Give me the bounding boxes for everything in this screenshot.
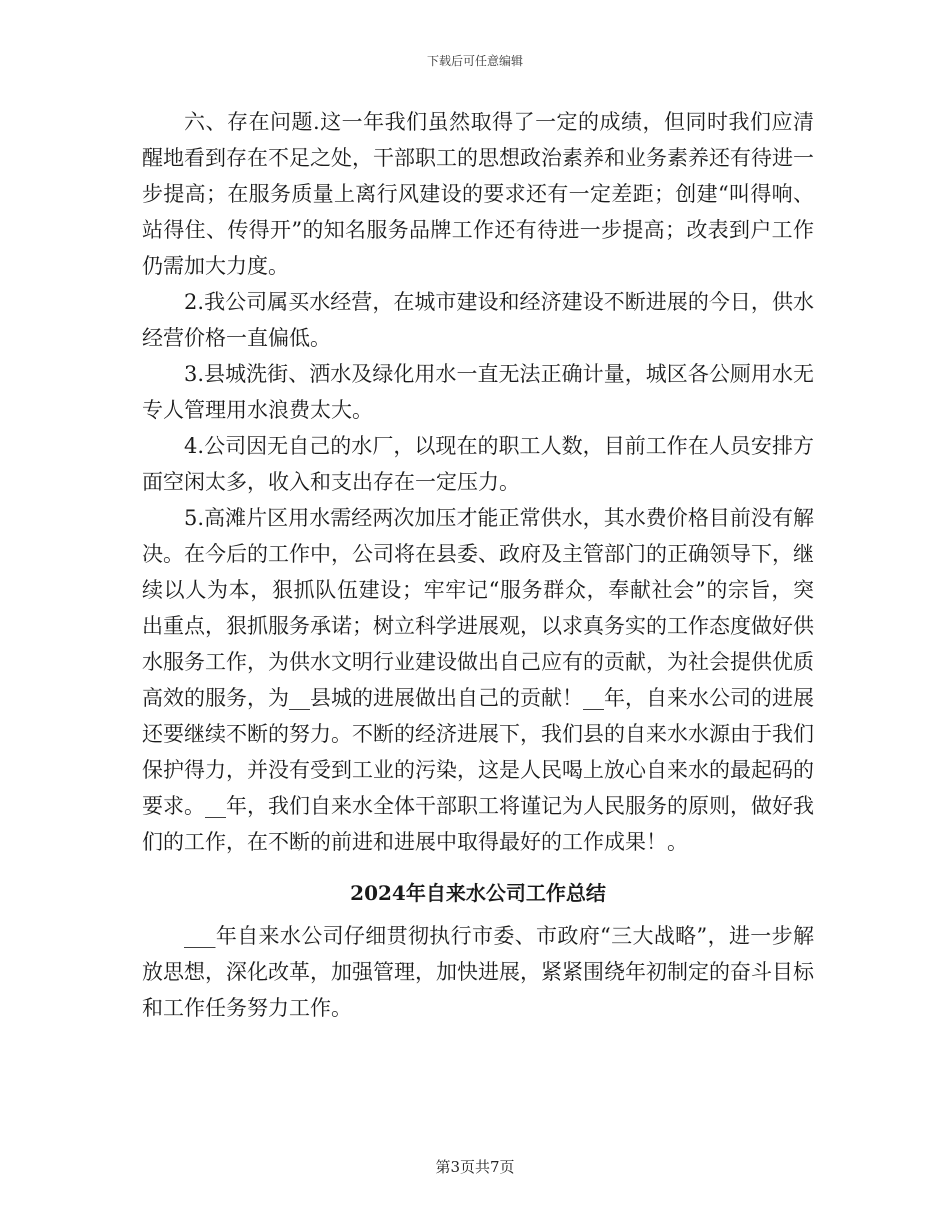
paragraph-item-5: 5.高滩片区用水需经两次加压才能正常供水，其水费价格目前没有解决。在今后的工作中，公司将在县委、政府及主管部门的正确领导下，继续以人为本，狠抓队伍建设；牢牢记“服务群众，奉献社会”的宗旨，突出重点，狠抓服务承诺；树立科学进展观，以求真务实的工作态度做好供水服务工作，为供水文明行业建设做出自己应有的贡献，为社会提供优质高效的服务，为__县城的进展做出自己的贡献！__年，自来水公司的进展还要继续不断的努力。不断的经济进展下，我们县的自来水水源由于我们保护得力，并没有受到工业的污染，这是人民喝上放心自来水的最起码的要求。__年，我们自来水全体干部职工将谨记为人民服务的原则，做好我们的工作，在不断的前进和进展中取得最好的工作成果！。 (142, 506, 814, 854)
section-paragraph: ___年自来水公司仔细贯彻执行市委、市政府“三大战略”，进一步解放思想，深化改革，加强管理，加快进展，紧紧围绕年初制定的奋斗目标和工作任务努力工作。 (142, 924, 814, 1020)
paragraph-problems: 六、存在问题.这一年我们虽然取得了一定的成绩，但同时我们应清醒地看到存在不足之处，干部职工的思想政治素养和业务素养还有待进一步提高；在服务质量上离行风建设的要求还有一定差距；创建“叫得响、站得住、传得开”的知名服务品牌工作还有待进一步提高；改表到户工作仍需加大力度。 (142, 110, 814, 278)
paragraph-item-4: 4.公司因无自己的水厂，以现在的职工人数，目前工作在人员安排方面空闲太多，收入和支出存在一定压力。 (142, 434, 814, 494)
section-title: 2024年自来水公司工作总结 (350, 881, 606, 905)
paragraph-item-2: 2.我公司属买水经营，在城市建设和经济建设不断进展的今日，供水经营价格一直偏低。 (142, 290, 814, 350)
paragraph-item-3: 3.县城洗街、洒水及绿化用水一直无法正确计量，城区各公厕用水无专人管理用水浪费太大。 (142, 362, 814, 422)
page-header: 下载后可任意编辑 (426, 54, 523, 68)
document-body (142, 104, 814, 1026)
page-footer: 第3页共7页 (435, 1158, 515, 1176)
